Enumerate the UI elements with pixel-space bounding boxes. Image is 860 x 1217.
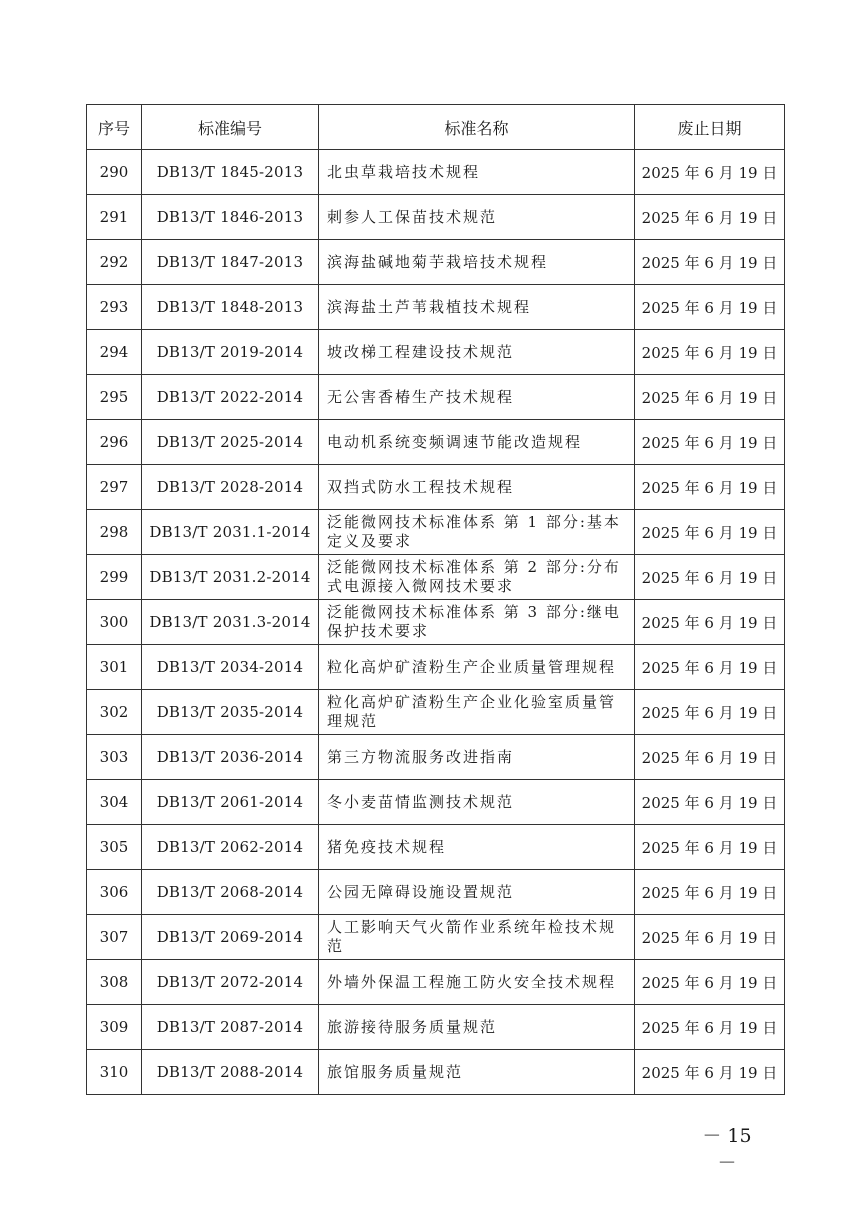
standard-name-cell: 第三方物流服务改进指南	[319, 735, 635, 780]
repeal-date-cell: 2025 年 6 月 19 日	[635, 330, 785, 375]
standard-code-cell: DB13/T 2061-2014	[142, 780, 319, 825]
standard-code-cell: DB13/T 2068-2014	[142, 870, 319, 915]
table-row	[87, 555, 785, 600]
serial-number-cell: 299	[87, 555, 142, 600]
repeal-date-cell: 2025 年 6 月 19 日	[635, 735, 785, 780]
standard-code-cell: DB13/T 2028-2014	[142, 465, 319, 510]
table-row	[87, 735, 785, 780]
standard-name-cell: 冬小麦苗情监测技术规范	[319, 780, 635, 825]
repeal-date-cell: 2025 年 6 月 19 日	[635, 690, 785, 735]
table-row	[87, 825, 785, 870]
standard-code-cell: DB13/T 2087-2014	[142, 1005, 319, 1050]
standard-code-cell: DB13/T 2035-2014	[142, 690, 319, 735]
repeal-date-cell: 2025 年 6 月 19 日	[635, 915, 785, 960]
repeal-date-cell: 2025 年 6 月 19 日	[635, 420, 785, 465]
standard-code-cell: DB13/T 2022-2014	[142, 375, 319, 420]
serial-number-cell: 297	[87, 465, 142, 510]
standard-name-cell: 外墙外保温工程施工防火安全技术规程	[319, 960, 635, 1005]
standard-name-cell: 无公害香椿生产技术规程	[319, 375, 635, 420]
repeal-date-cell: 2025 年 6 月 19 日	[635, 510, 785, 555]
serial-number-cell: 302	[87, 690, 142, 735]
standard-name-cell: 北虫草栽培技术规程	[319, 150, 635, 195]
serial-number-cell: 290	[87, 150, 142, 195]
table-row	[87, 240, 785, 285]
repeal-date-cell: 2025 年 6 月 19 日	[635, 240, 785, 285]
repeal-date-cell: 2025 年 6 月 19 日	[635, 465, 785, 510]
serial-number-cell: 305	[87, 825, 142, 870]
standard-code-cell: DB13/T 2031.1-2014	[142, 510, 319, 555]
standard-name-cell: 泛能微网技术标准体系 第 3 部分:继电保护技术要求	[319, 600, 635, 645]
standards-table	[86, 104, 785, 1095]
standard-name-cell: 滨海盐土芦苇栽植技术规程	[319, 285, 635, 330]
serial-number-cell: 303	[87, 735, 142, 780]
serial-number-cell: 301	[87, 645, 142, 690]
standard-code-cell: DB13/T 1845-2013	[142, 150, 319, 195]
standard-name-cell: 粒化高炉矿渣粉生产企业化验室质量管理规范	[319, 690, 635, 735]
standard-name-cell: 电动机系统变频调速节能改造规程	[319, 420, 635, 465]
standard-code-cell: DB13/T 1846-2013	[142, 195, 319, 240]
repeal-date-cell: 2025 年 6 月 19 日	[635, 375, 785, 420]
repeal-date-cell: 2025 年 6 月 19 日	[635, 285, 785, 330]
standard-code-cell: DB13/T 2031.3-2014	[142, 600, 319, 645]
standard-name-cell: 泛能微网技术标准体系 第 2 部分:分布式电源接入微网技术要求	[319, 555, 635, 600]
table-row	[87, 915, 785, 960]
repeal-date-cell: 2025 年 6 月 19 日	[635, 780, 785, 825]
standard-code-cell: DB13/T 2031.2-2014	[142, 555, 319, 600]
repeal-date-cell: 2025 年 6 月 19 日	[635, 825, 785, 870]
header-row	[87, 105, 785, 150]
table-header	[87, 105, 785, 150]
table-body	[87, 150, 785, 1095]
table-row	[87, 150, 785, 195]
header-standard-code: 标准编号	[142, 105, 319, 150]
serial-number-cell: 298	[87, 510, 142, 555]
table-row	[87, 600, 785, 645]
standard-code-cell: DB13/T 2088-2014	[142, 1050, 319, 1095]
repeal-date-cell: 2025 年 6 月 19 日	[635, 1050, 785, 1095]
serial-number-cell: 296	[87, 420, 142, 465]
standard-code-cell: DB13/T 1847-2013	[142, 240, 319, 285]
table-row	[87, 510, 785, 555]
standard-name-cell: 公园无障碍设施设置规范	[319, 870, 635, 915]
standard-code-cell: DB13/T 2036-2014	[142, 735, 319, 780]
standard-code-cell: DB13/T 2072-2014	[142, 960, 319, 1005]
standard-name-cell: 粒化高炉矿渣粉生产企业质量管理规程	[319, 645, 635, 690]
serial-number-cell: 310	[87, 1050, 142, 1095]
serial-number-cell: 293	[87, 285, 142, 330]
page-number: － 15 －	[702, 1125, 752, 1174]
repeal-date-cell: 2025 年 6 月 19 日	[635, 870, 785, 915]
standard-name-cell: 旅馆服务质量规范	[319, 1050, 635, 1095]
standard-name-cell: 泛能微网技术标准体系 第 1 部分:基本定义及要求	[319, 510, 635, 555]
repeal-date-cell: 2025 年 6 月 19 日	[635, 645, 785, 690]
table-row	[87, 330, 785, 375]
header-serial-number: 序号	[87, 105, 142, 150]
serial-number-cell: 295	[87, 375, 142, 420]
standard-code-cell: DB13/T 1848-2013	[142, 285, 319, 330]
repeal-date-cell: 2025 年 6 月 19 日	[635, 150, 785, 195]
header-standard-name: 标准名称	[319, 105, 635, 150]
standard-name-cell: 旅游接待服务质量规范	[319, 1005, 635, 1050]
table-row	[87, 420, 785, 465]
standard-name-cell: 双挡式防水工程技术规程	[319, 465, 635, 510]
serial-number-cell: 294	[87, 330, 142, 375]
standard-name-cell: 猪免疫技术规程	[319, 825, 635, 870]
serial-number-cell: 300	[87, 600, 142, 645]
repeal-date-cell: 2025 年 6 月 19 日	[635, 1005, 785, 1050]
table-row	[87, 1005, 785, 1050]
table-row	[87, 375, 785, 420]
serial-number-cell: 292	[87, 240, 142, 285]
table-row	[87, 870, 785, 915]
table-row	[87, 195, 785, 240]
header-repeal-date: 废止日期	[635, 105, 785, 150]
table-row	[87, 780, 785, 825]
standard-code-cell: DB13/T 2025-2014	[142, 420, 319, 465]
serial-number-cell: 309	[87, 1005, 142, 1050]
standard-name-cell: 人工影响天气火箭作业系统年检技术规范	[319, 915, 635, 960]
standard-code-cell: DB13/T 2034-2014	[142, 645, 319, 690]
table-row	[87, 690, 785, 735]
standard-name-cell: 刺参人工保苗技术规范	[319, 195, 635, 240]
repeal-date-cell: 2025 年 6 月 19 日	[635, 960, 785, 1005]
serial-number-cell: 291	[87, 195, 142, 240]
table-row	[87, 960, 785, 1005]
standard-name-cell: 滨海盐碱地菊芋栽培技术规程	[319, 240, 635, 285]
repeal-date-cell: 2025 年 6 月 19 日	[635, 195, 785, 240]
serial-number-cell: 306	[87, 870, 142, 915]
standard-code-cell: DB13/T 2069-2014	[142, 915, 319, 960]
standard-code-cell: DB13/T 2062-2014	[142, 825, 319, 870]
serial-number-cell: 304	[87, 780, 142, 825]
standard-code-cell: DB13/T 2019-2014	[142, 330, 319, 375]
table-row	[87, 645, 785, 690]
table-row	[87, 465, 785, 510]
serial-number-cell: 307	[87, 915, 142, 960]
repeal-date-cell: 2025 年 6 月 19 日	[635, 555, 785, 600]
standard-name-cell: 坡改梯工程建设技术规范	[319, 330, 635, 375]
serial-number-cell: 308	[87, 960, 142, 1005]
repeal-date-cell: 2025 年 6 月 19 日	[635, 600, 785, 645]
table-row	[87, 285, 785, 330]
table-row	[87, 1050, 785, 1095]
